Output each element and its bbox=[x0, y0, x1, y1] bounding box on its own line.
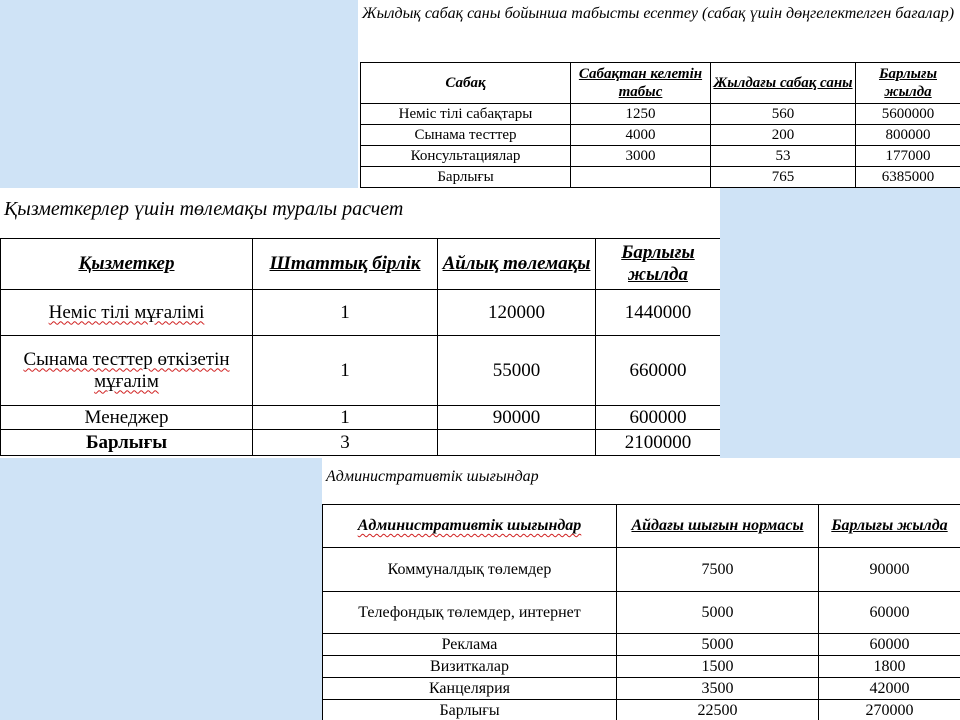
salary-panel bbox=[0, 188, 720, 458]
table-row bbox=[323, 634, 960, 656]
cell-lesson: Консультациялар bbox=[361, 146, 571, 167]
cell-income: 4000 bbox=[571, 125, 711, 146]
cell-count: 200 bbox=[711, 125, 856, 146]
salary-title: Қызметкерлер үшін төлемақы туралы расчет bbox=[4, 198, 404, 220]
cell-monthly-norm: 7500 bbox=[617, 548, 819, 592]
table-row bbox=[1, 336, 721, 406]
cell-employee: Сынама тесттер өткізетін мұғалім bbox=[1, 336, 253, 406]
cell-monthly-pay: 120000 bbox=[438, 290, 596, 336]
col-header-monthly-pay: Айлық төлемақы bbox=[438, 239, 596, 290]
cell-monthly-pay: 55000 bbox=[438, 336, 596, 406]
col-header-count: Жылдағы сабақ саны bbox=[711, 63, 856, 104]
col-header-monthly-norm: Айдағы шығын нормасы bbox=[617, 505, 819, 548]
cell-monthly-norm: 5000 bbox=[617, 592, 819, 634]
cell-employee: Барлығы bbox=[1, 430, 253, 456]
cell-yearly-total: 42000 bbox=[819, 678, 960, 700]
cell-expense: Реклама bbox=[323, 634, 617, 656]
revenue-table bbox=[360, 62, 960, 188]
col-header-yearly-total: Барлығы жылда bbox=[819, 505, 960, 548]
table-total-row bbox=[1, 430, 721, 456]
table-header-row bbox=[361, 63, 960, 104]
cell-yearly-total: 1440000 bbox=[596, 290, 721, 336]
table-total-row bbox=[323, 700, 960, 720]
table-row bbox=[323, 678, 960, 700]
table-row bbox=[361, 104, 960, 125]
cell-income: 1250 bbox=[571, 104, 711, 125]
col-header-lesson: Сабақ bbox=[361, 63, 571, 104]
table-row bbox=[323, 656, 960, 678]
table-row bbox=[1, 406, 721, 430]
cell-yearly-total: 90000 bbox=[819, 548, 960, 592]
cell-staff-units: 1 bbox=[253, 290, 438, 336]
cell-expense: Визиткалар bbox=[323, 656, 617, 678]
cell-total: 177000 bbox=[856, 146, 960, 167]
table-row bbox=[323, 548, 960, 592]
admin-title: Административтік шығындар bbox=[326, 468, 539, 485]
cell-staff-units: 1 bbox=[253, 336, 438, 406]
cell-total: 800000 bbox=[856, 125, 960, 146]
col-header-income: Сабақтан келетін табыс bbox=[571, 63, 711, 104]
cell-yearly-total: 2100000 bbox=[596, 430, 721, 456]
cell-expense: Канцелярия bbox=[323, 678, 617, 700]
col-header-total: Барлығы жылда bbox=[856, 63, 960, 104]
cell-lesson: Неміс тілі сабақтары bbox=[361, 104, 571, 125]
table-row bbox=[361, 125, 960, 146]
table-row bbox=[361, 146, 960, 167]
revenue-title: Жылдық сабақ саны бойынша табысты есептеу (сабақ үшін дөңгелектелген бағалар) bbox=[362, 5, 955, 22]
cell-monthly-pay bbox=[438, 430, 596, 456]
table-header-row bbox=[323, 505, 960, 548]
cell-yearly-total: 600000 bbox=[596, 406, 721, 430]
salary-table bbox=[0, 238, 720, 456]
cell-expense: Барлығы bbox=[323, 700, 617, 720]
cell-count: 765 bbox=[711, 167, 856, 188]
cell-yearly-total: 270000 bbox=[819, 700, 960, 720]
admin-expenses-panel bbox=[322, 458, 960, 720]
cell-yearly-total: 660000 bbox=[596, 336, 721, 406]
cell-staff-units: 3 bbox=[253, 430, 438, 456]
cell-total: 5600000 bbox=[856, 104, 960, 125]
cell-yearly-total: 60000 bbox=[819, 634, 960, 656]
cell-employee: Неміс тілі мұғалімі bbox=[1, 290, 253, 336]
col-header-staff-units: Штаттық бірлік bbox=[253, 239, 438, 290]
cell-yearly-total: 60000 bbox=[819, 592, 960, 634]
col-header-expense: Административтік шығындар bbox=[323, 505, 617, 548]
table-header-row bbox=[1, 239, 721, 290]
cell-monthly-norm: 1500 bbox=[617, 656, 819, 678]
cell-expense: Телефондық төлемдер, интернет bbox=[323, 592, 617, 634]
col-header-employee: Қызметкер bbox=[1, 239, 253, 290]
cell-count: 560 bbox=[711, 104, 856, 125]
cell-employee: Менеджер bbox=[1, 406, 253, 430]
cell-monthly-norm: 3500 bbox=[617, 678, 819, 700]
col-header-yearly-total: Барлығы жылда bbox=[596, 239, 721, 290]
cell-expense: Коммуналдық төлемдер bbox=[323, 548, 617, 592]
cell-monthly-pay: 90000 bbox=[438, 406, 596, 430]
cell-income: 3000 bbox=[571, 146, 711, 167]
table-total-row bbox=[361, 167, 960, 188]
cell-lesson: Барлығы bbox=[361, 167, 571, 188]
cell-lesson: Сынама тесттер bbox=[361, 125, 571, 146]
table-row bbox=[1, 290, 721, 336]
cell-income bbox=[571, 167, 711, 188]
table-row bbox=[323, 592, 960, 634]
revenue-panel bbox=[358, 0, 960, 188]
cell-monthly-norm: 22500 bbox=[617, 700, 819, 720]
admin-table bbox=[322, 504, 960, 720]
cell-staff-units: 1 bbox=[253, 406, 438, 430]
cell-count: 53 bbox=[711, 146, 856, 167]
cell-yearly-total: 1800 bbox=[819, 656, 960, 678]
cell-total: 6385000 bbox=[856, 167, 960, 188]
cell-monthly-norm: 5000 bbox=[617, 634, 819, 656]
